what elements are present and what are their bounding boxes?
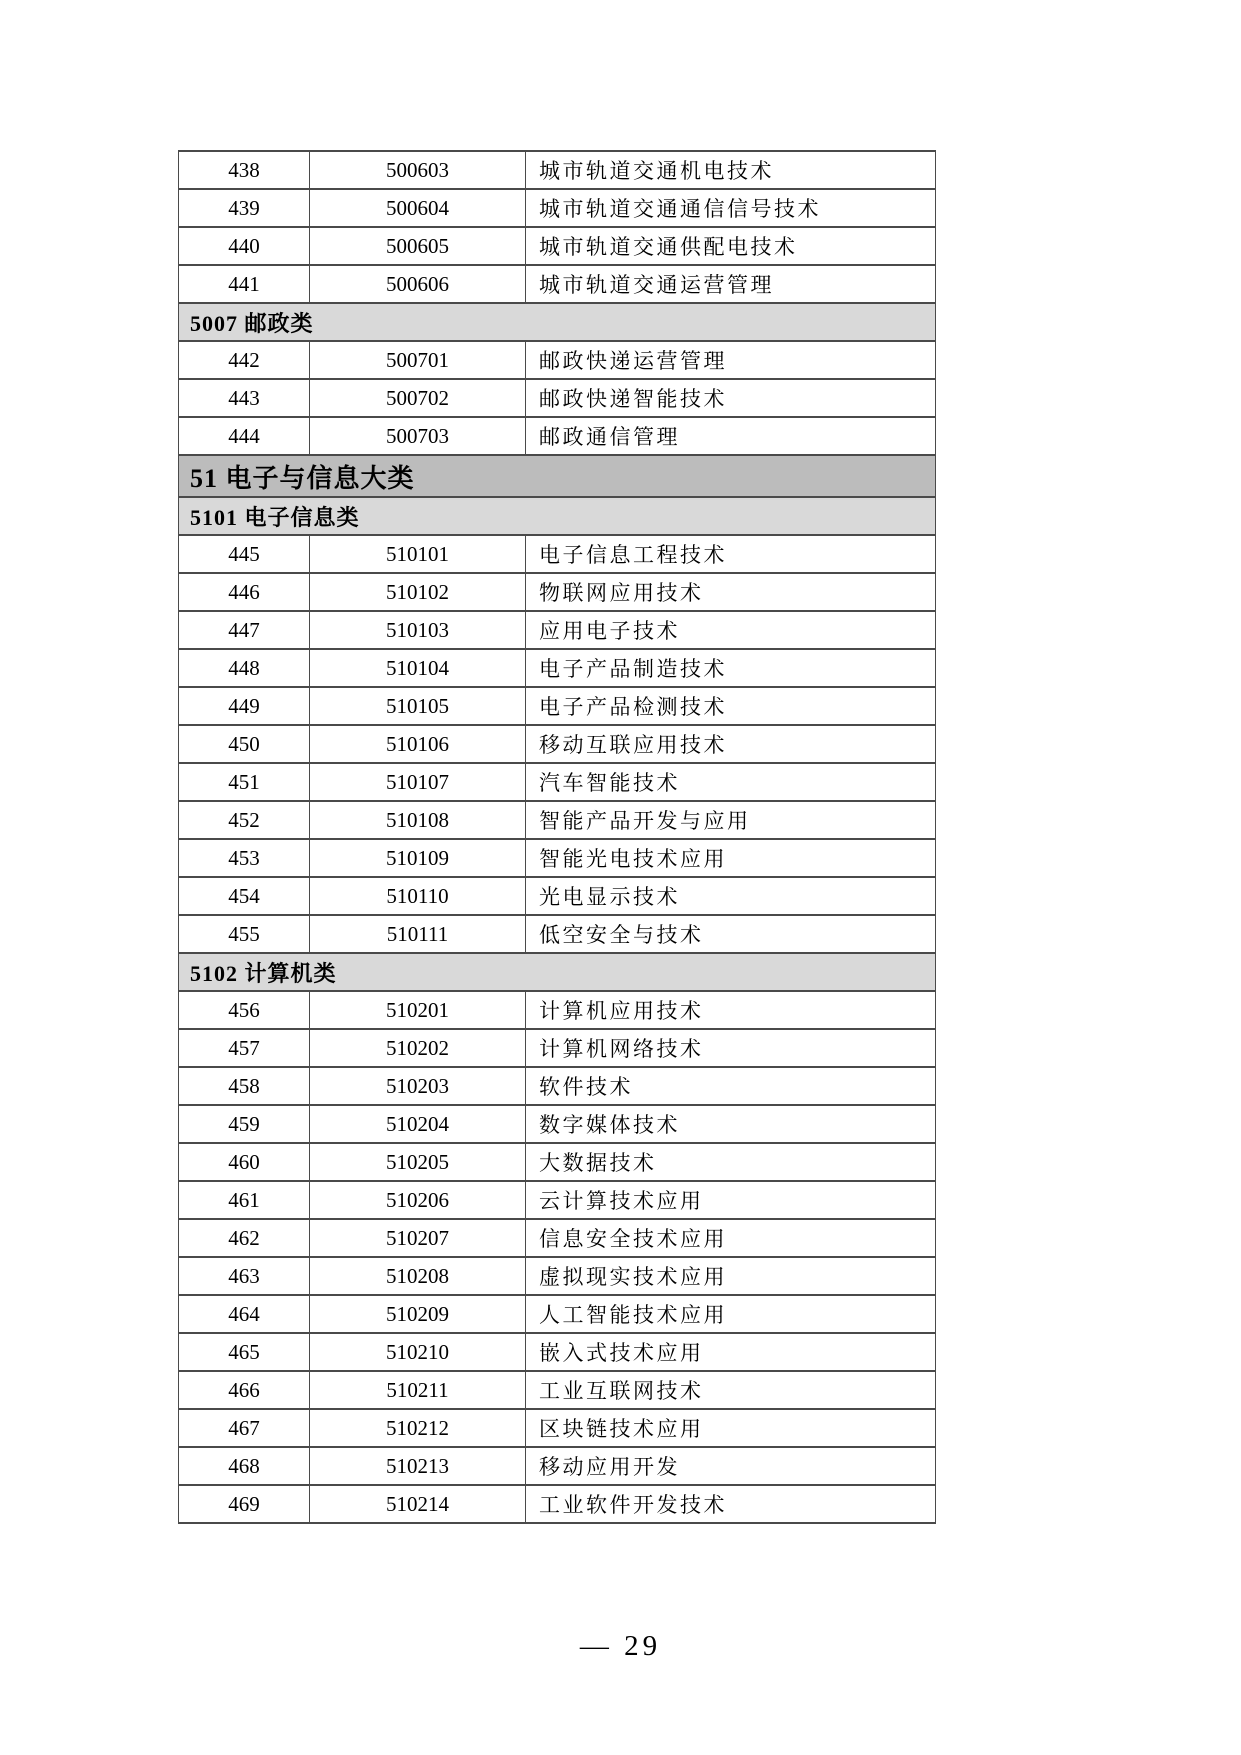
table-row — [179, 649, 936, 687]
cell-name: 电子产品检测技术 — [526, 687, 936, 725]
table-row — [179, 535, 936, 573]
cell-seq: 447 — [179, 611, 310, 649]
cell-seq: 457 — [179, 1029, 310, 1067]
table-row — [179, 573, 936, 611]
table-row — [179, 1485, 936, 1523]
cell-code: 510204 — [310, 1105, 526, 1143]
cell-code: 510214 — [310, 1485, 526, 1523]
cell-name: 嵌入式技术应用 — [526, 1333, 936, 1371]
cell-code: 500603 — [310, 151, 526, 189]
cell-code: 510202 — [310, 1029, 526, 1067]
cell-seq: 456 — [179, 991, 310, 1029]
cell-seq: 463 — [179, 1257, 310, 1295]
cell-name: 区块链技术应用 — [526, 1409, 936, 1447]
cell-name: 虚拟现实技术应用 — [526, 1257, 936, 1295]
cell-seq: 444 — [179, 417, 310, 455]
cell-code: 510108 — [310, 801, 526, 839]
table-row — [179, 611, 936, 649]
cell-name: 城市轨道交通机电技术 — [526, 151, 936, 189]
cell-name: 智能光电技术应用 — [526, 839, 936, 877]
table-row — [179, 265, 936, 303]
cell-name: 电子产品制造技术 — [526, 649, 936, 687]
table-row — [179, 1257, 936, 1295]
cell-code: 510102 — [310, 573, 526, 611]
cell-seq: 461 — [179, 1181, 310, 1219]
cell-name: 物联网应用技术 — [526, 573, 936, 611]
cell-code: 500702 — [310, 379, 526, 417]
page-number: — 29 — [579, 1630, 662, 1662]
cell-seq: 466 — [179, 1371, 310, 1409]
cell-code: 500604 — [310, 189, 526, 227]
cell-code: 510107 — [310, 763, 526, 801]
table-body — [179, 151, 936, 1523]
table-row — [179, 687, 936, 725]
cell-name: 计算机应用技术 — [526, 991, 936, 1029]
cell-seq: 459 — [179, 1105, 310, 1143]
table-row — [179, 1371, 936, 1409]
table-row — [179, 1333, 936, 1371]
sub-category-header-row — [179, 953, 936, 991]
cell-seq: 440 — [179, 227, 310, 265]
cell-seq: 454 — [179, 877, 310, 915]
table-row — [179, 915, 936, 953]
cell-seq: 438 — [179, 151, 310, 189]
cell-name: 城市轨道交通运营管理 — [526, 265, 936, 303]
cell-name: 信息安全技术应用 — [526, 1219, 936, 1257]
table-row — [179, 417, 936, 455]
table-row — [179, 839, 936, 877]
cell-name: 软件技术 — [526, 1067, 936, 1105]
cell-seq: 460 — [179, 1143, 310, 1181]
cell-name: 计算机网络技术 — [526, 1029, 936, 1067]
cell-seq: 450 — [179, 725, 310, 763]
cell-seq: 465 — [179, 1333, 310, 1371]
table-row — [179, 801, 936, 839]
cell-name: 低空安全与技术 — [526, 915, 936, 953]
table-row — [179, 1295, 936, 1333]
cell-code: 510208 — [310, 1257, 526, 1295]
cell-code: 510209 — [310, 1295, 526, 1333]
table-row — [179, 1029, 936, 1067]
cell-code: 510109 — [310, 839, 526, 877]
cell-code: 510101 — [310, 535, 526, 573]
cell-code: 510205 — [310, 1143, 526, 1181]
cell-seq: 453 — [179, 839, 310, 877]
section-header-label: 5101 电子信息类 — [179, 497, 936, 535]
cell-seq: 451 — [179, 763, 310, 801]
cell-seq: 439 — [179, 189, 310, 227]
cell-seq: 443 — [179, 379, 310, 417]
cell-code: 510210 — [310, 1333, 526, 1371]
cell-name: 移动互联应用技术 — [526, 725, 936, 763]
table-row — [179, 1409, 936, 1447]
cell-code: 510111 — [310, 915, 526, 953]
cell-seq: 462 — [179, 1219, 310, 1257]
table-row — [179, 1447, 936, 1485]
table-row — [179, 725, 936, 763]
cell-code: 510201 — [310, 991, 526, 1029]
cell-seq: 441 — [179, 265, 310, 303]
cell-code: 510110 — [310, 877, 526, 915]
cell-code: 510207 — [310, 1219, 526, 1257]
cell-name: 邮政快递运营管理 — [526, 341, 936, 379]
cell-code: 510203 — [310, 1067, 526, 1105]
cell-code: 510213 — [310, 1447, 526, 1485]
cell-name: 工业软件开发技术 — [526, 1485, 936, 1523]
table-row — [179, 341, 936, 379]
cell-name: 工业互联网技术 — [526, 1371, 936, 1409]
table-row — [179, 1143, 936, 1181]
cell-name: 大数据技术 — [526, 1143, 936, 1181]
cell-seq: 448 — [179, 649, 310, 687]
table-row — [179, 227, 936, 265]
cell-code: 500701 — [310, 341, 526, 379]
cell-code: 510106 — [310, 725, 526, 763]
cell-seq: 445 — [179, 535, 310, 573]
table-row — [179, 763, 936, 801]
cell-code: 500606 — [310, 265, 526, 303]
cell-code: 510104 — [310, 649, 526, 687]
cell-name: 应用电子技术 — [526, 611, 936, 649]
cell-code: 510212 — [310, 1409, 526, 1447]
table-row — [179, 379, 936, 417]
major-codes-table — [178, 150, 936, 1524]
cell-name: 电子信息工程技术 — [526, 535, 936, 573]
table-row — [179, 189, 936, 227]
cell-code: 510206 — [310, 1181, 526, 1219]
cell-code: 510103 — [310, 611, 526, 649]
cell-seq: 468 — [179, 1447, 310, 1485]
cell-name: 人工智能技术应用 — [526, 1295, 936, 1333]
section-header-label: 5102 计算机类 — [179, 953, 936, 991]
cell-name: 数字媒体技术 — [526, 1105, 936, 1143]
cell-seq: 446 — [179, 573, 310, 611]
table-row — [179, 1181, 936, 1219]
cell-name: 邮政快递智能技术 — [526, 379, 936, 417]
section-header-label: 5007 邮政类 — [179, 303, 936, 341]
table-row — [179, 877, 936, 915]
cell-name: 城市轨道交通通信信号技术 — [526, 189, 936, 227]
cell-name: 邮政通信管理 — [526, 417, 936, 455]
sub-category-header-row — [179, 497, 936, 535]
cell-seq: 449 — [179, 687, 310, 725]
cell-name: 光电显示技术 — [526, 877, 936, 915]
cell-code: 510105 — [310, 687, 526, 725]
cell-seq: 469 — [179, 1485, 310, 1523]
cell-code: 500703 — [310, 417, 526, 455]
section-header-label: 51 电子与信息大类 — [179, 455, 936, 497]
cell-name: 城市轨道交通供配电技术 — [526, 227, 936, 265]
table-row — [179, 151, 936, 189]
sub-category-header-row — [179, 303, 936, 341]
cell-code: 510211 — [310, 1371, 526, 1409]
cell-name: 云计算技术应用 — [526, 1181, 936, 1219]
cell-seq: 452 — [179, 801, 310, 839]
table-row — [179, 1219, 936, 1257]
cell-code: 500605 — [310, 227, 526, 265]
table-row — [179, 991, 936, 1029]
cell-name: 移动应用开发 — [526, 1447, 936, 1485]
major-category-header-row — [179, 455, 936, 497]
cell-seq: 458 — [179, 1067, 310, 1105]
cell-name: 智能产品开发与应用 — [526, 801, 936, 839]
table-row — [179, 1067, 936, 1105]
cell-seq: 464 — [179, 1295, 310, 1333]
table-row — [179, 1105, 936, 1143]
cell-name: 汽车智能技术 — [526, 763, 936, 801]
cell-seq: 442 — [179, 341, 310, 379]
cell-seq: 467 — [179, 1409, 310, 1447]
cell-seq: 455 — [179, 915, 310, 953]
